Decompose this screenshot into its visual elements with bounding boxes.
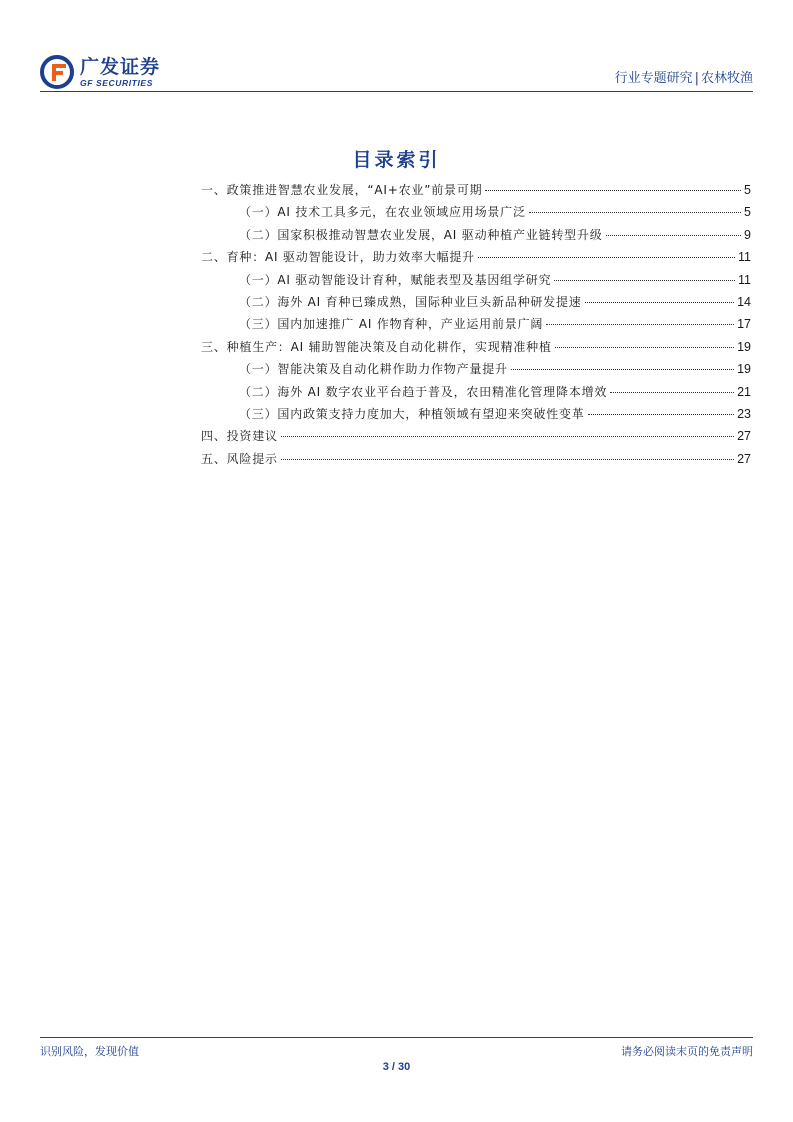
- company-logo: [40, 52, 160, 92]
- toc-entry[interactable]: [201, 359, 751, 381]
- toc-entry-label: （二）海外 AI 育种已臻成熟，国际种业巨头新品种研发提速: [239, 294, 582, 309]
- toc-entry[interactable]: [201, 314, 751, 336]
- toc-title: 目录索引: [352, 149, 441, 171]
- page-number: 3 / 30: [382, 1061, 411, 1073]
- toc-entry-label: （一）智能决策及自动化耕作助力作物产量提升: [239, 362, 508, 377]
- toc-entry-label: 三、种植生产：AI 辅助智能决策及自动化耕作，实现精准种植: [201, 339, 552, 354]
- toc-entry[interactable]: [201, 449, 751, 471]
- toc-entry[interactable]: [201, 382, 751, 404]
- toc-leader-dots: [281, 436, 734, 437]
- gf-logo-icon: [40, 55, 74, 89]
- toc-entry-page: 5: [744, 183, 751, 197]
- toc-entry[interactable]: [201, 292, 751, 314]
- toc-entry[interactable]: [201, 426, 751, 448]
- toc-entry[interactable]: [201, 180, 751, 202]
- toc-entry-page: 11: [738, 272, 751, 287]
- toc-leader-dots: [281, 459, 734, 460]
- footer-slogan: 识别风险，发现价值: [40, 1045, 139, 1058]
- toc-entry[interactable]: [201, 337, 751, 359]
- toc-entry-label: （二）国家积极推动智慧农业发展，AI 驱动种植产业链转型升级: [239, 227, 603, 242]
- toc-entry-label: 四、投资建议: [201, 429, 278, 444]
- toc-entry-page: 19: [737, 339, 751, 354]
- report-category: [615, 70, 753, 88]
- toc-leader-dots: [485, 190, 741, 191]
- toc-entry[interactable]: [201, 270, 751, 292]
- toc-leader-dots: [585, 302, 735, 303]
- report-type: 行业专题研究: [614, 71, 693, 86]
- table-of-contents: [201, 180, 751, 471]
- toc-entry-page: 19: [737, 362, 751, 377]
- footer-divider: [40, 1037, 753, 1038]
- toc-entry-label: （二）海外 AI 数字农业平台趋于普及，农田精准化管理降本增效: [239, 384, 608, 399]
- toc-entry-page: 5: [744, 205, 751, 220]
- toc-entry-page: 21: [737, 384, 751, 399]
- toc-entry[interactable]: [201, 404, 751, 426]
- toc-entry-label: 五、风险提示: [201, 451, 278, 466]
- toc-entry-page: 14: [737, 294, 751, 309]
- toc-leader-dots: [555, 347, 734, 348]
- toc-entry-page: 23: [737, 406, 751, 421]
- toc-leader-dots: [546, 324, 734, 325]
- toc-leader-dots: [610, 392, 734, 393]
- toc-entry-label: （三）国内政策支持力度加大，种植领域有望迎来突破性变革: [239, 406, 585, 421]
- footer-disclaimer-note: 请务必阅读末页的免责声明: [621, 1045, 753, 1058]
- page-header: [40, 52, 753, 92]
- toc-entry-label: （一）AI 驱动智能设计育种，赋能表型及基因组学研究: [239, 272, 552, 287]
- header-separator: |: [694, 71, 699, 86]
- toc-entry-label: （三）国内加速推广 AI 作物育种，产业运用前景广阔: [239, 317, 544, 332]
- toc-entry-page: 11: [738, 250, 751, 265]
- toc-entry-page: 27: [737, 451, 751, 466]
- toc-entry-label: （一）AI 技术工具多元，在农业领域应用场景广泛: [239, 205, 526, 220]
- toc-leader-dots: [511, 369, 734, 370]
- toc-leader-dots: [478, 257, 735, 258]
- toc-entry-page: 27: [737, 429, 751, 444]
- toc-leader-dots: [606, 235, 741, 236]
- toc-leader-dots: [588, 414, 734, 415]
- toc-entry[interactable]: [201, 225, 751, 247]
- logo-english-text: GF SECURITIES: [80, 77, 153, 88]
- toc-entry-label: 二、育种：AI 驱动智能设计，助力效率大幅提升: [201, 250, 475, 265]
- toc-entry-label: 一、政策推进智慧农业发展，“AI+农业”前景可期: [201, 183, 483, 197]
- toc-leader-dots: [554, 280, 735, 281]
- toc-leader-dots: [529, 212, 741, 213]
- header-divider: [40, 91, 753, 92]
- report-sector: 农林牧渔: [700, 71, 753, 86]
- logo-chinese-text: 广发证券: [80, 55, 161, 78]
- toc-entry-page: 9: [744, 227, 751, 242]
- toc-entry[interactable]: [201, 247, 751, 269]
- toc-entry-page: 17: [737, 317, 751, 332]
- toc-entry[interactable]: [201, 202, 751, 224]
